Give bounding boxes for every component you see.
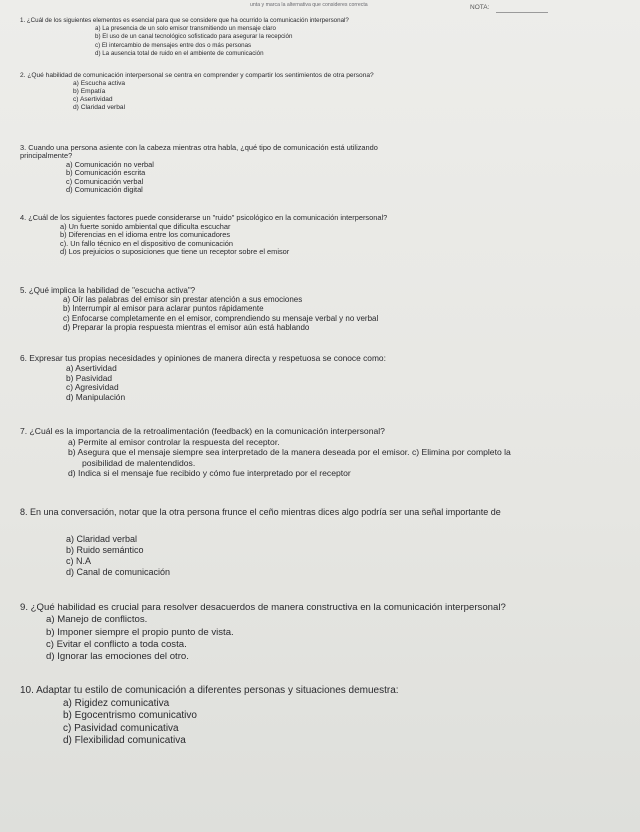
question-3 — [20, 144, 378, 194]
options-list — [95, 25, 349, 58]
question-stem: 2. ¿Qué habilidad de comunicación interpersonal se centra en comprender y compartir los sentimientos de otra persona? — [20, 72, 374, 79]
question-stem: 6. Expresar tus propias necesidades y opiniones de manera directa y respetuosa se conoce como: — [20, 353, 386, 363]
question-4 — [20, 214, 387, 257]
option-a: a) Comunicación no verbal — [66, 159, 154, 169]
option-c: c) Enfocarse completamente en el emisor, comprendiendo su mensaje verbal y no verbal — [63, 313, 379, 323]
option-d: d) Ignorar las emociones del otro. — [46, 651, 189, 663]
question-stem: 1. ¿Cuál de los siguientes elementos es esencial para que se considere que ha ocurrido la comunicación interpersonal? — [20, 17, 349, 24]
question-2 — [20, 72, 374, 112]
grade-blank-line — [496, 12, 548, 13]
option-a: a) Manejo de conflictos. — [46, 614, 148, 626]
option-d: d) Flexibilidad comunicativa — [63, 735, 186, 747]
header-instruction: unta y marca la alternativa que consideres correcta — [250, 2, 368, 8]
option-d: d) Indica si el mensaje fue recibido y cómo fue interpretado por el receptor — [68, 468, 351, 479]
options-list — [66, 161, 378, 195]
option-c-continued: posibilidad de malentendidos. — [82, 457, 196, 468]
option-d: d) Comunicación digital — [66, 185, 143, 195]
option-b: b) Pasividad — [66, 372, 113, 383]
options-list — [63, 295, 378, 332]
question-stem: 7. ¿Cuál es la importancia de la retroalimentación (feedback) en la comunicación interpersonal? — [20, 426, 385, 436]
options-list — [73, 80, 374, 112]
question-stem: 3. Cuando una persona asiente con la cabeza mientras otra habla, ¿qué tipo de comunicación está utilizando — [20, 143, 378, 152]
options-list — [66, 364, 386, 403]
options-list — [66, 534, 501, 578]
option-c: c) Comunicación verbal — [66, 176, 144, 186]
option-a: a) Permite al emisor controlar la respuesta del receptor. — [68, 436, 280, 447]
option-c: c) Pasividad comunicativa — [63, 722, 179, 734]
question-8 — [20, 507, 501, 578]
options-list — [63, 698, 399, 748]
option-b: b) Egocentrismo comunicativo — [63, 710, 197, 722]
question-stem: 4. ¿Cuál de los siguientes factores puede considerarse un "ruido" psicológico en la comunicación interpersonal? — [20, 213, 388, 222]
question-7 — [20, 426, 511, 479]
options-list — [60, 223, 387, 257]
option-c: c). Un fallo técnico en el dispositivo de comunicación — [60, 238, 233, 248]
option-a: a) Un fuerte sonido ambiental que dificulta escuchar — [60, 221, 231, 231]
question-stem-continued: principalmente? — [20, 151, 73, 161]
question-stem: 9. ¿Qué habilidad es crucial para resolver desacuerdos de manera constructiva en la comunicación interpersonal? — [20, 602, 506, 613]
option-a: a) La presencia de un solo emisor transmitiendo un mensaje claro — [95, 25, 276, 33]
option-a: a) Claridad verbal — [66, 534, 138, 544]
option-d: d) La ausencia total de ruido en el ambiente de comunicación — [95, 49, 264, 57]
option-d: d) Los prejuicios o suposiciones que tiene un receptor sobre el emisor — [60, 247, 290, 257]
option-b: b) Comunicación escrita — [66, 168, 146, 178]
question-9 — [20, 602, 506, 663]
option-c: c) N.A — [66, 556, 92, 566]
question-stem: 10. Adaptar tu estilo de comunicación a diferentes personas y situaciones demuestra: — [20, 685, 399, 696]
question-stem: 5. ¿Qué implica la habilidad de "escucha activa"? — [20, 286, 196, 295]
option-a: a) Rigidez comunicativa — [63, 697, 170, 709]
question-stem: 8. En una conversación, notar que la otra persona frunce el ceño mientras dices algo podría ser una señal importante de — [20, 507, 501, 517]
option-b: b) Diferencias en el idioma entre los comunicadores — [60, 230, 231, 240]
option-c: c) Evitar el conflicto a toda costa. — [46, 638, 187, 650]
option-d: d) Manipulación — [66, 392, 126, 403]
question-1 — [20, 17, 349, 58]
question-6 — [20, 354, 386, 403]
option-b-c: b) Asegura que el mensaje siempre sea interpretado de la manera deseada por el emisor. c) Elimina por completo la — [68, 447, 511, 458]
option-a: a) Asertividad — [66, 362, 117, 373]
option-a: a) Oír las palabras del emisor sin prestar atención a sus emociones — [63, 295, 303, 305]
option-c: c) El intercambio de mensajes entre dos o más personas — [95, 41, 252, 49]
grade-label: NOTA: — [470, 4, 490, 11]
option-d: d) Claridad verbal — [73, 104, 126, 111]
option-b: b) Interrumpir al emisor para aclarar puntos rápidamente — [63, 304, 264, 314]
option-b: b) El uso de un canal tecnológico sofisticado para asegurar la recepción — [95, 33, 293, 41]
question-10 — [20, 685, 399, 748]
option-b: b) Imponer siempre el propio punto de vista. — [46, 626, 234, 638]
option-b: b) Empatía — [73, 88, 106, 95]
options-list — [68, 437, 511, 479]
option-d: d) Canal de comunicación — [66, 567, 171, 577]
option-c: c) Asertividad — [73, 96, 113, 103]
question-5 — [20, 286, 378, 332]
option-a: a) Escucha activa — [73, 80, 126, 87]
option-d: d) Preparar la propia respuesta mientras el emisor aún está hablando — [63, 322, 310, 332]
option-b: b) Ruido semántico — [66, 545, 144, 555]
option-c: c) Agresividad — [66, 382, 119, 393]
options-list — [46, 614, 506, 663]
